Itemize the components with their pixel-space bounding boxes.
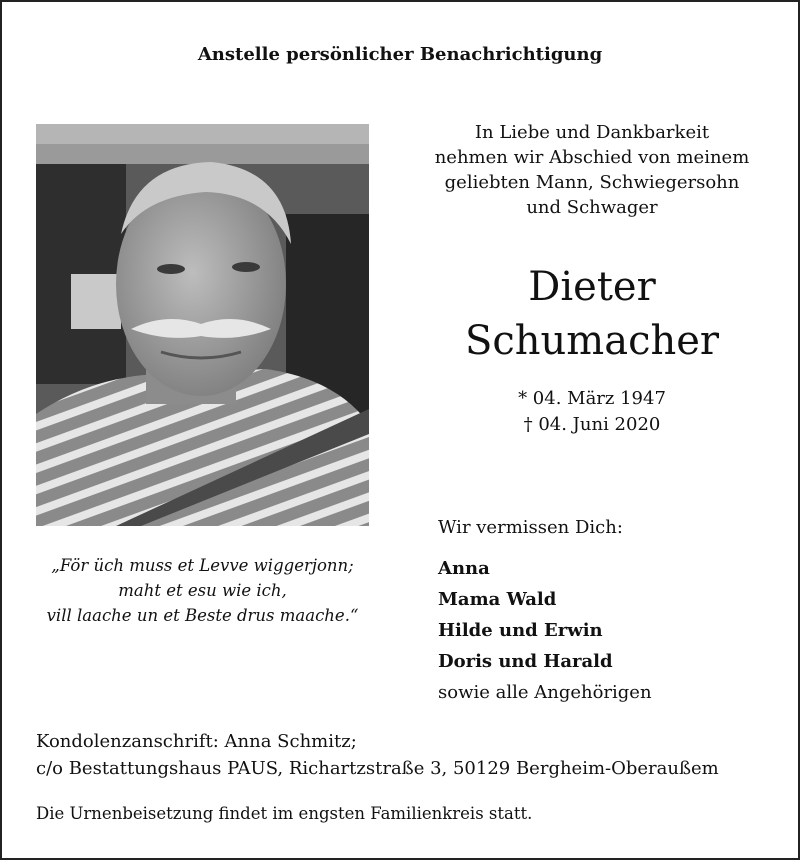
other-relatives: sowie alle Angehörigen (438, 682, 652, 703)
mourner-name: Mama Wald (438, 589, 557, 610)
mourner-name: Anna (438, 558, 490, 579)
deceased-name (402, 260, 782, 368)
mourners-list (438, 553, 652, 708)
life-dates (402, 386, 782, 438)
intro-line: geliebten Mann, Schwiegersohn (444, 172, 740, 193)
last-name: Schumacher (464, 318, 720, 364)
death-date: † 04. Juni 2020 (523, 414, 661, 435)
portrait-photo (36, 124, 369, 526)
condolence-address (36, 728, 719, 782)
quote-line: maht et esu wie ich, (118, 581, 287, 600)
mourner-name: Doris und Harald (438, 651, 613, 672)
mourners-heading: Wir vermissen Dich: (438, 517, 623, 538)
first-name: Dieter (528, 264, 656, 310)
birth-date: * 04. März 1947 (518, 388, 666, 409)
intro-line: nehmen wir Abschied von meinem (434, 147, 750, 168)
quote-line: vill laache un et Beste drus maache.“ (46, 606, 359, 625)
portrait-image (36, 124, 369, 526)
quote-line: „För üch muss et Levve wiggerjonn; (51, 556, 354, 575)
contact-line: Kondolenzanschrift: Anna Schmitz; (36, 731, 357, 752)
intro-line: und Schwager (526, 197, 658, 218)
quote (36, 553, 369, 628)
mourner-name: Hilde und Erwin (438, 620, 603, 641)
header-line: Anstelle persönlicher Benachrichtigung (197, 44, 603, 65)
burial-note: Die Urnenbeisetzung findet im engsten Familienkreis statt. (36, 804, 533, 823)
contact-line: c/o Bestattungshaus PAUS, Richartzstraße 3, 50129 Bergheim-Oberaußem (36, 758, 719, 779)
intro-text (402, 120, 782, 220)
intro-line: In Liebe und Dankbarkeit (474, 122, 710, 143)
